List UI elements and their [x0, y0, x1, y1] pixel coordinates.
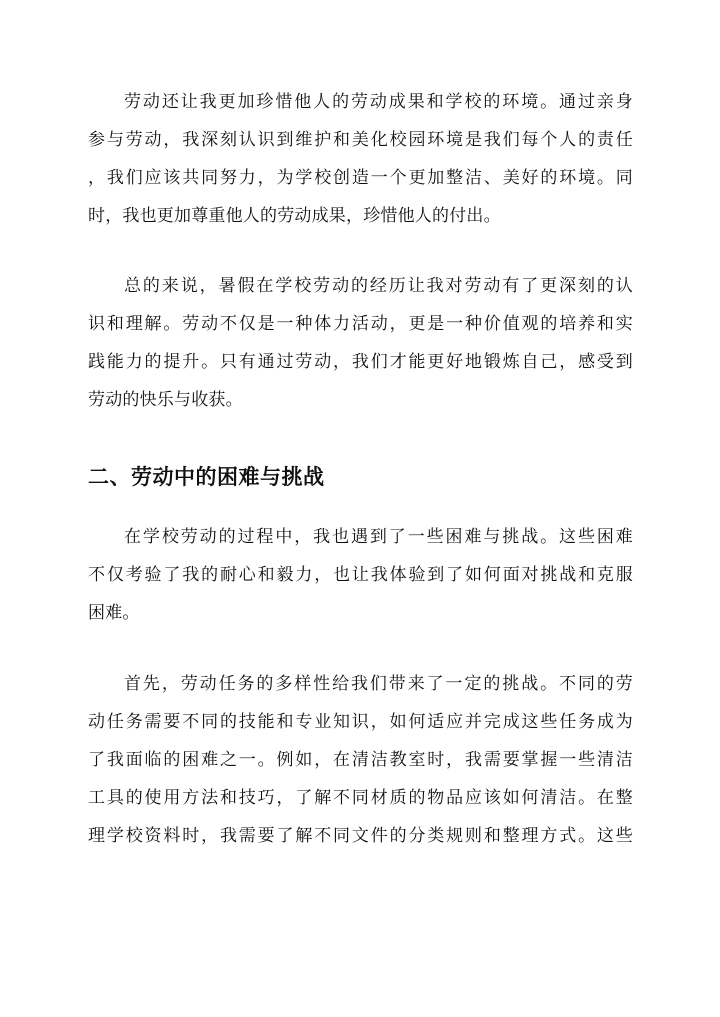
- text-line: 在学校劳动的过程中，我也遇到了一些困难与挑战。这些困难: [124, 527, 633, 547]
- text-line: ，我们应该共同努力，为学校创造一个更加整洁、美好的环境。同: [88, 168, 633, 188]
- text-line: 首先，劳动任务的多样性给我们带来了一定的挑战。不同的劳: [124, 674, 633, 694]
- paragraph-appreciation: [88, 83, 633, 235]
- text-line: 劳动还让我更加珍惜他人的劳动成果和学校的环境。通过亲身: [124, 92, 633, 112]
- text-line: 践能力的提升。只有通过劳动，我们才能更好地锻炼自己，感受到: [88, 352, 633, 372]
- paragraph-task-diversity: [88, 665, 633, 855]
- section-heading: 二、劳动中的困难与挑战: [88, 464, 325, 489]
- paragraph-challenges-intro: [88, 518, 633, 632]
- text-line: 动任务需要不同的技能和专业知识，如何适应并完成这些任务成为: [88, 712, 633, 732]
- paragraph-summary: [88, 267, 633, 419]
- text-line: 识和理解。劳动不仅是一种体力活动，更是一种价值观的培养和实: [88, 314, 633, 334]
- text-line: 困难。: [88, 603, 140, 623]
- text-line: 劳动的快乐与收获。: [88, 390, 243, 410]
- text-line: 理学校资料时，我需要了解不同文件的分类规则和整理方式。这些: [88, 826, 633, 846]
- text-line: 了我面临的困难之一。例如，在清洁教室时，我需要掌握一些清洁: [88, 750, 633, 770]
- text-line: 工具的使用方法和技巧，了解不同材质的物品应该如何清洁。在整: [88, 788, 633, 808]
- text-line: 总的来说，暑假在学校劳动的经历让我对劳动有了更深刻的认: [124, 276, 633, 296]
- text-line: 时，我也更加尊重他人的劳动成果，珍惜他人的付出。: [88, 206, 501, 226]
- text-line: 不仅考验了我的耐心和毅力，也让我体验到了如何面对挑战和克服: [88, 565, 633, 585]
- text-line: 参与劳动，我深刻认识到维护和美化校园环境是我们每个人的责任: [88, 130, 633, 150]
